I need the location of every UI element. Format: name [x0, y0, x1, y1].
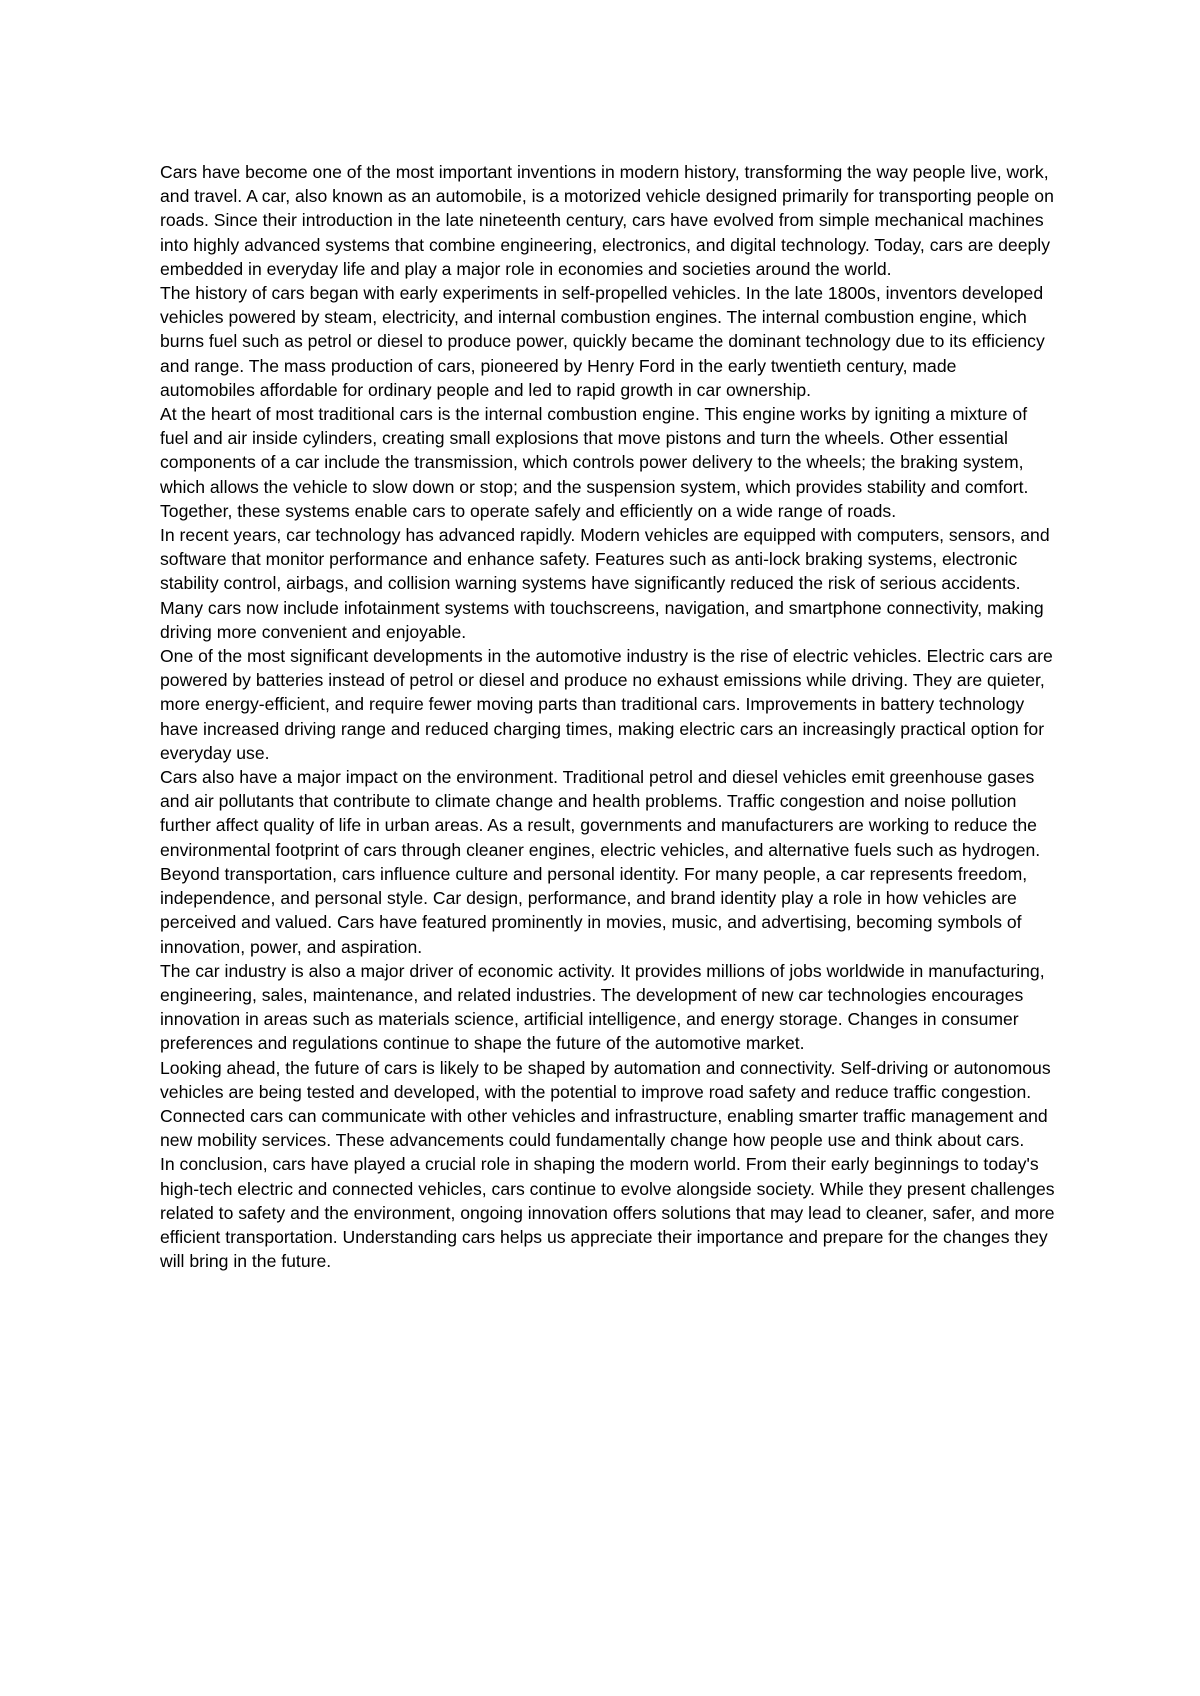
paragraph-environment: Cars also have a major impact on the environment. Traditional petrol and diesel vehicles emit greenhouse gases and air pollutants that contribute to climate change and health problems. Traffic congestion and noise pollution further affect quality of life in urban areas. As a result, governments and manufacturers are working to reduce the environmental footprint of cars through cleaner engines, electric vehicles, and alternative fuels such as hydrogen. — [160, 767, 1041, 860]
paragraph-electric-vehicles: One of the most significant developments in the automotive industry is the rise of electric vehicles. Electric cars are powered by batteries instead of petrol or diesel and produce no exhaust emissions while driving. They are quieter, more energy-efficient, and require fewer moving parts than traditional cars. Improvements in battery technology have increased driving range and reduced charging times, making electric cars an increasingly practical option for everyday use. — [160, 646, 1053, 763]
paragraph-conclusion: In conclusion, cars have played a crucial role in shaping the modern world. From their early beginnings to today's high-tech electric and connected vehicles, cars continue to evolve alongside society. While they present challenges related to safety and the environment, ongoing innovation offers solutions that may lead to cleaner, safer, and more efficient transportation. Understanding cars helps us appreciate their importance and prepare for the changes they will bring in the future. — [160, 1154, 1055, 1272]
paragraph-introduction: Cars have become one of the most important inventions in modern history, transforming the way people live, work, and travel. A car, also known as an automobile, is a motorized vehicle designed primarily for transporting people on roads. Since their introduction in the late nineteenth century, cars have evolved from simple mechanical machines into highly advanced systems that combine engineering, electronics, and digital technology. Today, cars are deeply embedded in everyday life and play a major role in economies and societies around the world. — [160, 162, 1054, 279]
paragraph-future: Looking ahead, the future of cars is likely to be shaped by automation and connectivity. Self-driving or autonomous vehicles are being tested and developed, with the potential to improve road safety and reduce traffic congestion. Connected cars can communicate with other vehicles and infrastructure, enabling smarter traffic management and new mobility services. These advancements could fundamentally change how people use and think about cars. — [160, 1057, 1051, 1151]
paragraph-history: The history of cars began with early experiments in self-propelled vehicles. In the late 1800s, inventors developed vehicles powered by steam, electricity, and internal combustion engines. The internal combustion engine, which burns fuel such as petrol or diesel to produce power, quickly became the dominant technology due to its efficiency and range. The mass production of cars, pioneered by Henry Ford in the early twentieth century, made automobiles affordable for ordinary people and led to rapid growth in car ownership. — [160, 283, 1045, 400]
paragraph-engine: At the heart of most traditional cars is the internal combustion engine. This engine works by igniting a mixture of fuel and air inside cylinders, creating small explosions that move pistons and turn the wheels. Other essential components of a car include the transmission, which controls power delivery to the wheels; the braking system, which allows the vehicle to slow down or stop; and the suspension system, which provides stability and comfort. Together, these systems enable cars to operate safely and efficiently on a wide range of roads. — [160, 404, 1029, 521]
paragraph-culture: Beyond transportation, cars influence culture and personal identity. For many people, a car represents freedom, independence, and personal style. Car design, performance, and brand identity play a role in how vehicles are perceived and valued. Cars have featured prominently in movies, music, and advertising, becoming symbols of innovation, power, and aspiration. — [160, 863, 1028, 957]
paragraph-economy: The car industry is also a major driver of economic activity. It provides millions of jobs worldwide in manufacturing, engineering, sales, maintenance, and related industries. The development of new car technologies encourages innovation in areas such as materials science, artificial intelligence, and energy storage. Changes in consumer preferences and regulations continue to shape the future of the automotive market. — [160, 960, 1045, 1054]
paragraph-technology: In recent years, car technology has advanced rapidly. Modern vehicles are equipped with computers, sensors, and software that monitor performance and enhance safety. Features such as anti-lock braking systems, electronic stability control, airbags, and collision warning systems have significantly reduced the risk of serious accidents. Many cars now include infotainment systems with touchscreens, navigation, and smartphone connectivity, making driving more convenient and enjoyable. — [160, 525, 1050, 642]
document-body — [160, 160, 1055, 1273]
